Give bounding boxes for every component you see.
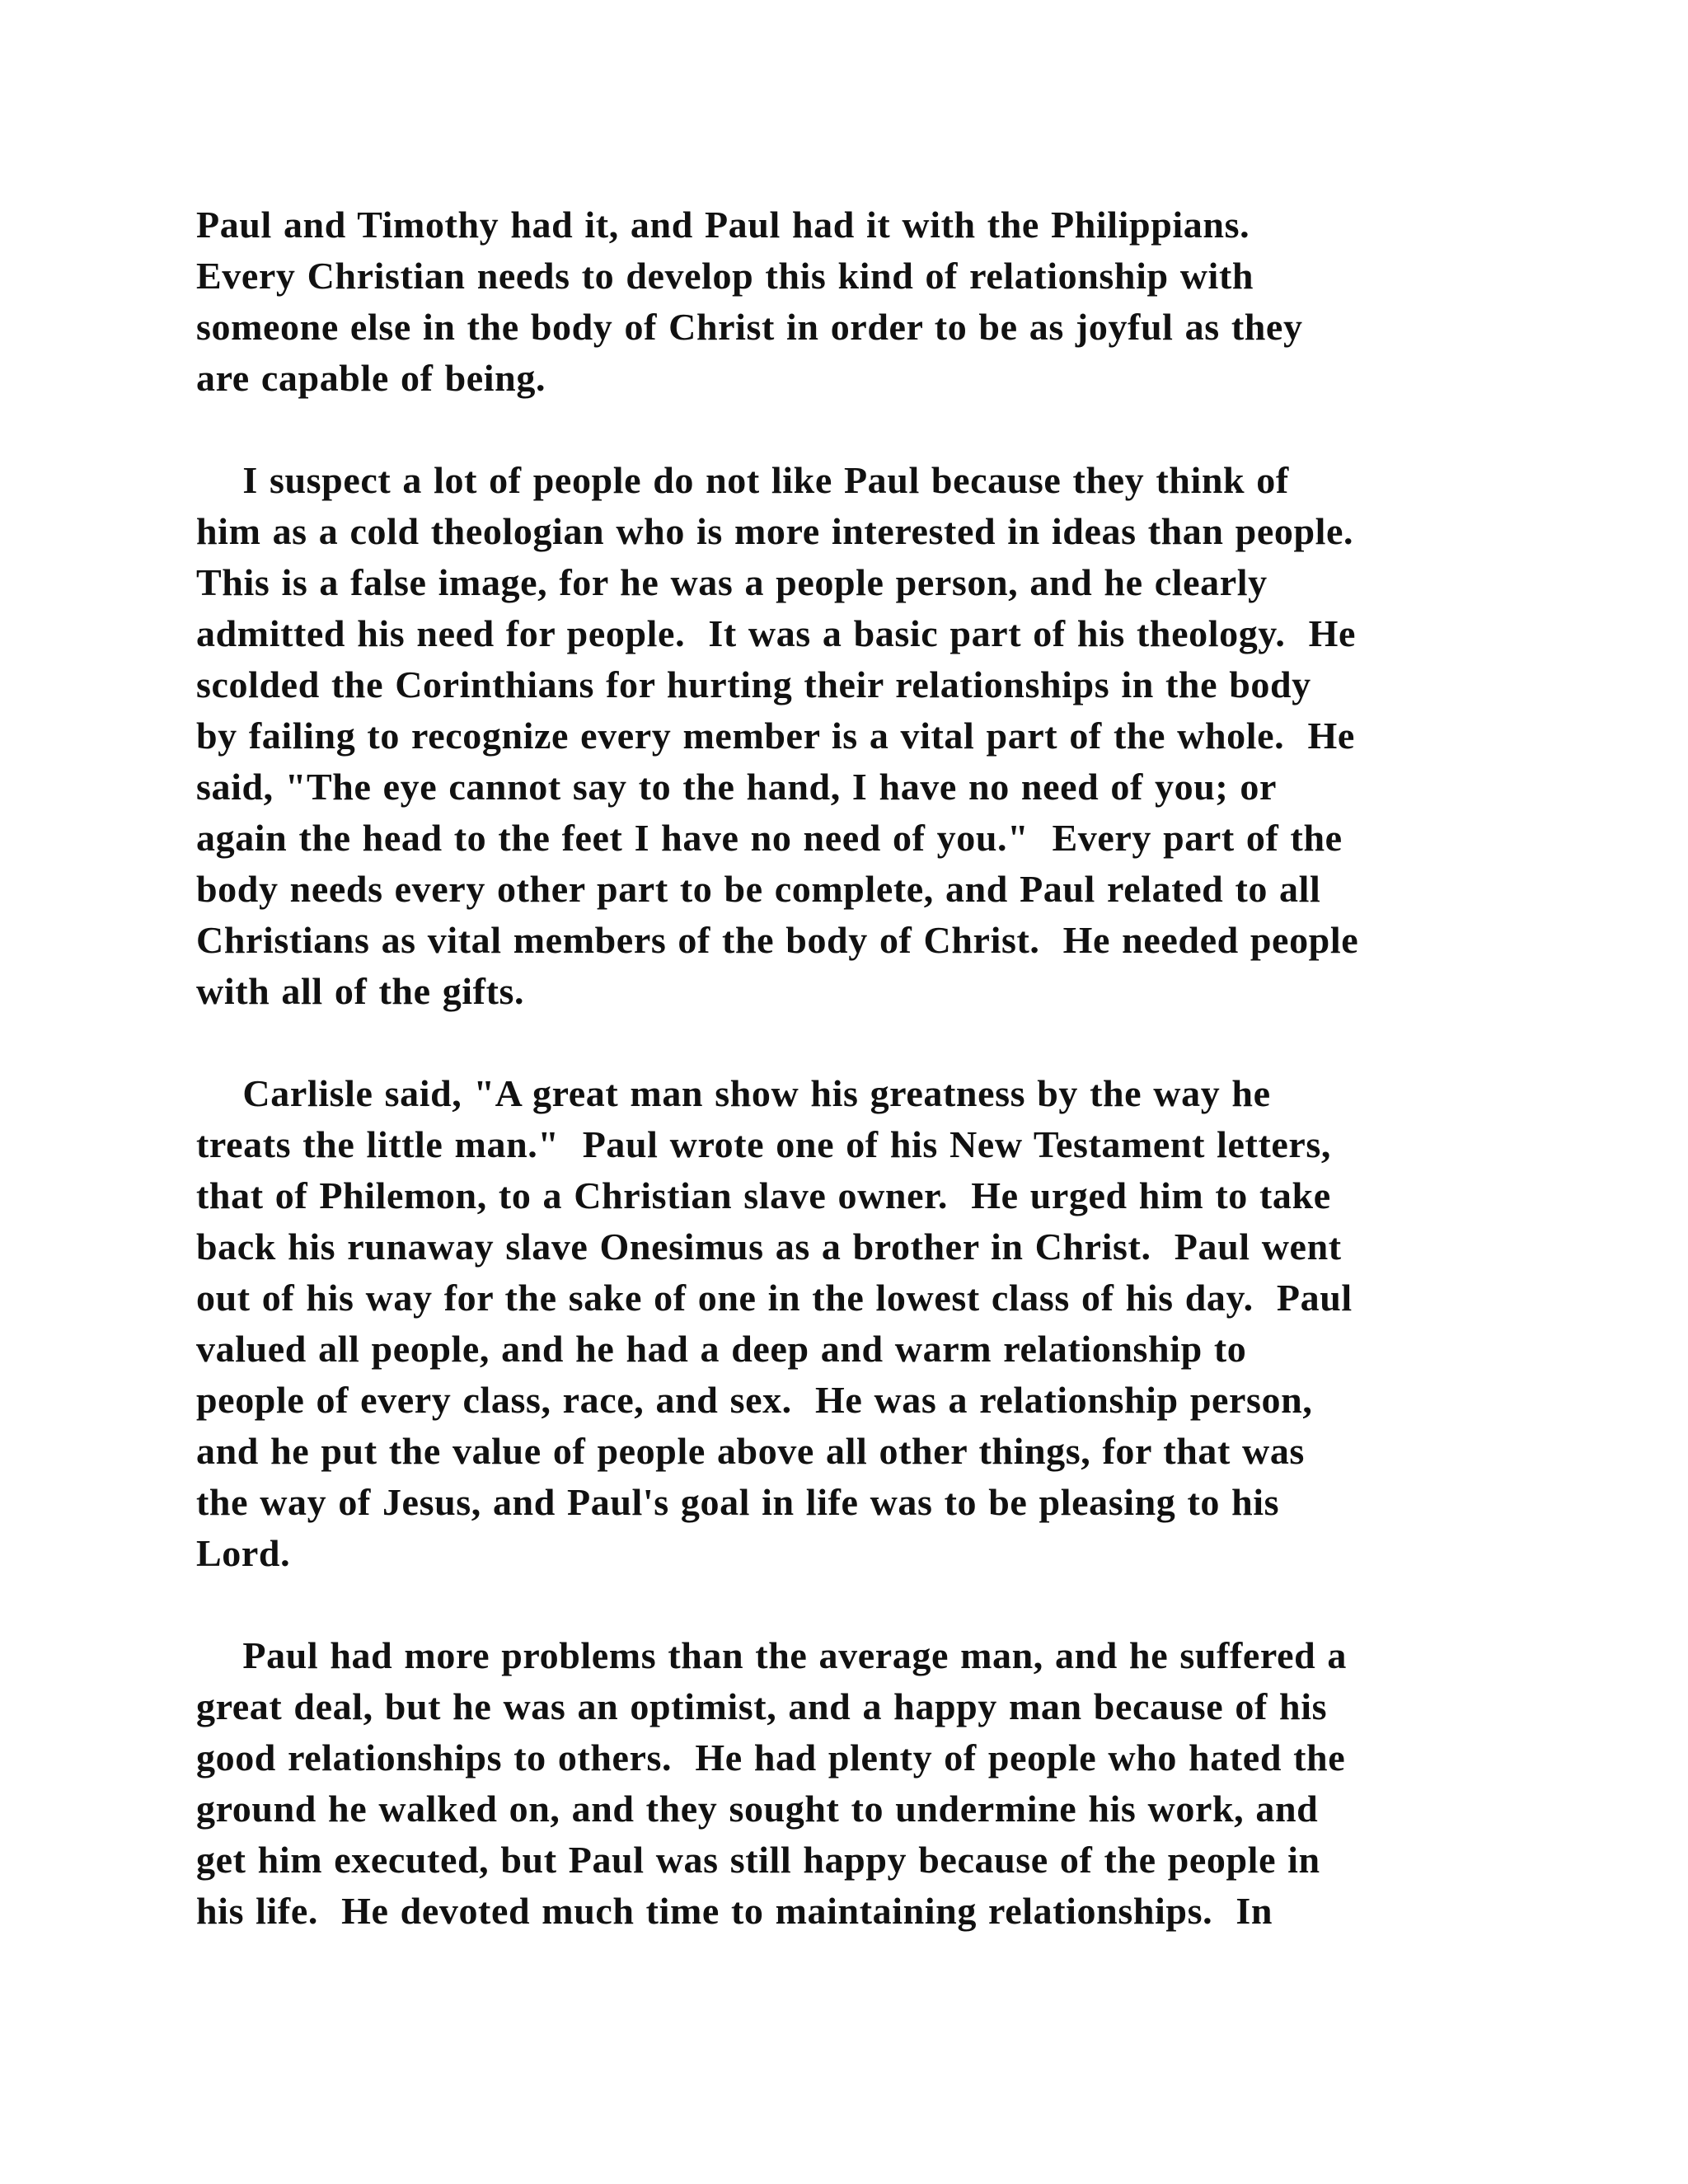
text-line: back his runaway slave Onesimus as a brother in Christ. Paul went <box>196 1226 1342 1268</box>
text-line: people of every class, race, and sex. He was a relationship person, <box>196 1379 1313 1421</box>
text-line: are capable of being. <box>196 357 546 399</box>
body-text <box>196 199 1564 1937</box>
text-line: treats the little man." Paul wrote one of his New Testament letters, <box>196 1123 1332 1165</box>
paragraph-2 <box>196 455 1564 1017</box>
text-line: This is a false image, for he was a people person, and he clearly <box>196 561 1268 603</box>
text-line: with all of the gifts. <box>196 970 525 1012</box>
text-line: scolded the Corinthians for hurting their relationships in the body <box>196 663 1311 705</box>
paragraph-3 <box>196 1068 1564 1579</box>
text-line: valued all people, and he had a deep and warm relationship to <box>196 1328 1247 1370</box>
text-line: admitted his need for people. It was a basic part of his theology. He <box>196 612 1357 654</box>
text-line: Lord. <box>196 1532 291 1574</box>
paragraph-gap <box>196 1017 1564 1068</box>
text-line: Christians as vital members of the body of Christ. He needed people <box>196 919 1359 961</box>
text-line: ground he walked on, and they sought to undermine his work, and <box>196 1788 1319 1830</box>
text-line: again the head to the feet I have no need of you." Every part of the <box>196 817 1343 859</box>
text-line: him as a cold theologian who is more interested in ideas than people. <box>196 510 1354 552</box>
text-line: out of his way for the sake of one in the lowest class of his day. Paul <box>196 1277 1353 1319</box>
paragraph-1 <box>196 199 1564 404</box>
text-line: that of Philemon, to a Christian slave owner. He urged him to take <box>196 1174 1331 1216</box>
text-line: and he put the value of people above all other things, for that was <box>196 1430 1305 1472</box>
text-line: get him executed, but Paul was still happy because of the people in <box>196 1839 1320 1881</box>
text-line: the way of Jesus, and Paul's goal in life was to be pleasing to his <box>196 1481 1280 1523</box>
paragraph-gap <box>196 404 1564 455</box>
text-line: Paul had more problems than the average man, and he suffered a <box>196 1634 1347 1676</box>
paragraph-4 <box>196 1630 1564 1937</box>
text-line: I suspect a lot of people do not like Paul because they think of <box>196 459 1289 501</box>
text-line: by failing to recognize every member is a vital part of the whole. He <box>196 715 1355 757</box>
text-line: great deal, but he was an optimist, and a happy man because of his <box>196 1685 1328 1727</box>
paragraph-gap <box>196 1579 1564 1630</box>
text-line: Carlisle said, "A great man show his greatness by the way he <box>196 1072 1271 1114</box>
text-line: Paul and Timothy had it, and Paul had it with the Philippians. <box>196 204 1250 246</box>
text-line: said, "The eye cannot say to the hand, I have no need of you; or <box>196 766 1278 808</box>
text-line: Every Christian needs to develop this kind of relationship with <box>196 255 1254 297</box>
text-line: good relationships to others. He had plenty of people who hated the <box>196 1736 1346 1779</box>
text-line: someone else in the body of Christ in order to be as joyful as they <box>196 306 1303 348</box>
text-line: body needs every other part to be complete, and Paul related to all <box>196 868 1321 910</box>
text-line: his life. He devoted much time to maintaining relationships. In <box>196 1890 1273 1932</box>
